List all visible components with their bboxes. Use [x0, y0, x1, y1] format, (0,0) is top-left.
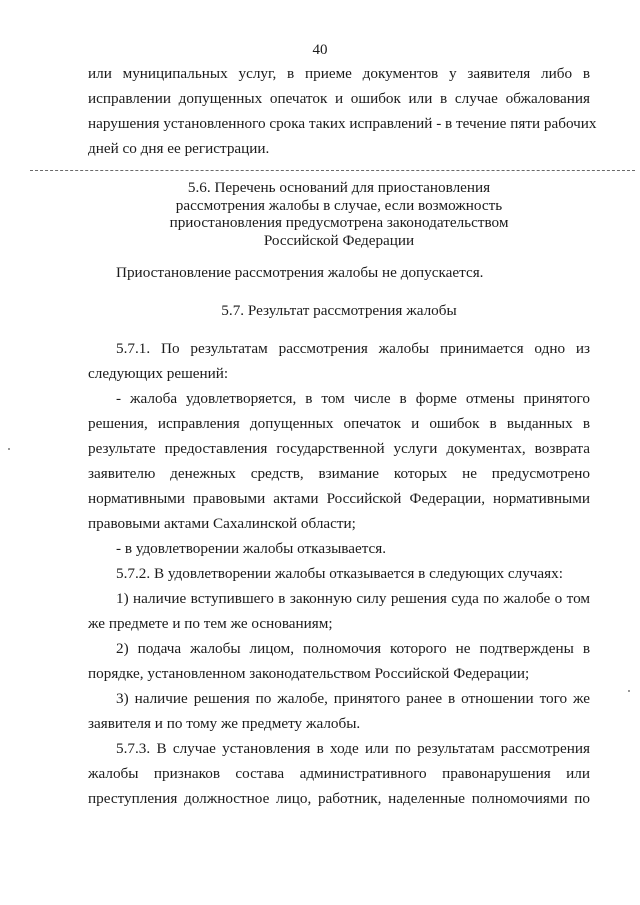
- text-line: 5.7.3. В случае установления в ходе или по результатам рассмотрения: [116, 740, 590, 757]
- text-line: - в удовлетворении жалобы отказывается.: [116, 540, 387, 557]
- text-line: преступления должностное лицо, работник, наделенные полномочиями по: [88, 790, 590, 807]
- text-line: 3) наличие решения по жалобе, принятого ранее в отношении того же: [116, 690, 590, 707]
- text-line: заявителю денежных средств, взимание которых не предусмотрено: [88, 465, 590, 482]
- text-line: 5.7.2. В удовлетворении жалобы отказывается в следующих случаях:: [116, 565, 563, 582]
- page-number: 40: [312, 42, 328, 58]
- text-line: Приостановление рассмотрения жалобы не допускается.: [116, 264, 484, 281]
- text-line: жалобы признаков состава административного правонарушения или: [88, 765, 590, 782]
- text-line: исправлении допущенных опечаток и ошибок или в случае обжалования: [88, 90, 590, 107]
- text-line: следующих решений:: [88, 365, 229, 382]
- refusal-case-2: [88, 636, 590, 686]
- section-5-6-text: [116, 260, 596, 285]
- heading-line: рассмотрения жалобы в случае, если возможность: [175, 196, 503, 214]
- scan-speck: [8, 448, 10, 450]
- text-line: 5.7.1. По результатам рассмотрения жалобы принимается одно из: [116, 340, 590, 357]
- decision-refused: [88, 536, 590, 561]
- refusal-case-3: [88, 686, 590, 736]
- refusal-case-1: [88, 586, 590, 636]
- text-line: дней со дня ее регистрации.: [88, 140, 270, 157]
- paragraph-5-7-2: [88, 561, 590, 586]
- scan-divider-line: [30, 170, 635, 171]
- text-line: решения, исправления допущенных опечаток и ошибок в выданных в: [88, 415, 590, 432]
- heading-line: Российской Федерации: [263, 231, 415, 249]
- heading-line: приостановления предусмотрена законодательством: [169, 214, 509, 231]
- paragraph-5-7-1: [88, 336, 590, 386]
- text-line: нормативными правовыми актами Российской Федерации, нормативными: [88, 490, 590, 507]
- section-5-7-heading: 5.7. Результат рассмотрения жалобы: [221, 302, 457, 319]
- decision-satisfied: [88, 386, 590, 536]
- text-line: заявителя и по тому же предмету жалобы.: [88, 715, 361, 732]
- text-line: результате предоставления государственной услуги документах, возврата: [88, 440, 590, 457]
- heading-line: 5.6. Перечень оснований для приостановления: [187, 179, 491, 196]
- text-line: 1) наличие вступившего в законную силу решения суда по жалобе о том: [116, 590, 590, 607]
- text-line: нарушения установленного срока таких исправлений - в течение пяти рабочих: [88, 115, 597, 132]
- text-line: порядке, установленном законодательством Российской Федерации;: [88, 665, 530, 682]
- text-line: - жалоба удовлетворяется, в том числе в форме отмены принятого: [116, 390, 590, 407]
- text-line: правовыми актами Сахалинской области;: [88, 515, 356, 532]
- paragraph-5-7-3: [88, 736, 590, 811]
- text-line: же предмете и по тем же основаниям;: [88, 615, 333, 632]
- text-line: 2) подача жалобы лицом, полномочия которого не подтверждены в: [116, 640, 590, 657]
- scan-speck: [628, 690, 630, 692]
- text-line: или муниципальных услуг, в приеме документов у заявителя либо в: [88, 65, 590, 82]
- top-paragraph: [88, 61, 597, 161]
- section-5-6-heading: [88, 179, 590, 249]
